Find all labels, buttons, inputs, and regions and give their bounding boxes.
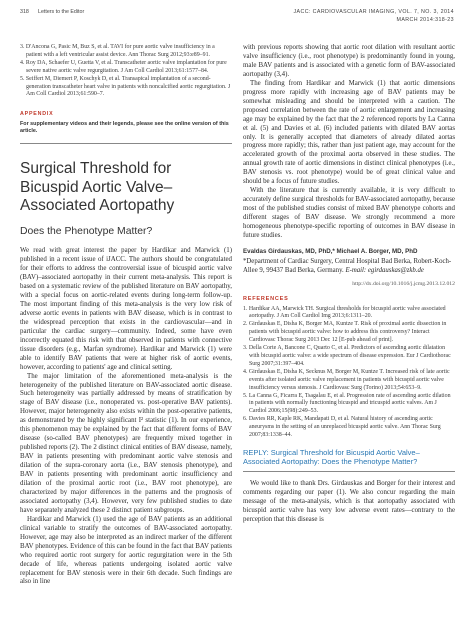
left-column <box>20 44 232 587</box>
email-link[interactable]: egirdauskas@zkb.de <box>367 266 424 274</box>
reference-item: 1. Hardikar AA, Marwick TH. Surgical thresholds for bicuspid aortic valve associated aortopathy. J Am Coll Cardiol Img 2013;6:1311–20. <box>243 305 446 320</box>
body-paragraph: Hardikar and Marwick (1) used the age of BAV patients as an additional clinical variable to stratify the outcomes of BAV-associated aortopathy. However, age may also be interpreted as an indirect marker of the different BAV phenotypes. Evidence of this can be found in the fact that BAV patients who required aortic root surgery for aortic regurgitation were in the 5th decade of life, whereas patients undergoing isolated aortic valve replacement for BAV stenosis were in their 6th decade. Such findings are also in line <box>20 515 232 586</box>
body-paragraph: with previous reports showing that aortic root dilation with resultant aortic valve insufficiency (i.e., root phenotype) is predominantly found in young, male BAV patients and is associated with a genetic form of BAV-associated aortopathy (3,4). <box>243 44 455 78</box>
reference-item: 2. Girdauskas E, Disha K, Borger MA, Kuntze T. Risk of proximal aortic dissection in patients with bicuspid aortic valve: how to address this controversy? Interact Cardiovasc Thorac Surg 2013 Dec 12 [E-pub ahead of print]. <box>243 321 447 344</box>
running-header <box>20 9 454 31</box>
reference-item: 3. Della Corte A, Bancone C, Quarto C, et al. Predictors of ascending aortic dilatation with bicuspid aortic valve: a wide spectrum of disease expression. Eur J Cardiothorac Surg 2007;31:397–404. <box>243 345 451 367</box>
reply-heading: REPLY: Surgical Threshold for Bicuspid Aortic Valve–Associated Aortopathy: Does the Phenotype Matter? <box>243 447 420 467</box>
issue-date: MARCH 2014:318-23 <box>396 17 454 23</box>
right-column <box>243 44 455 532</box>
article-title: Surgical Threshold for Bicuspid Aortic Valve–Associated Aortopathy <box>20 160 175 215</box>
reference-item: 5. La Canna G, Ficarra E, Tsagalau E, et al. Progression rate of ascending aortic dilation in patients with normally functioning bicuspid and tricuspid aortic valves. Am J Cardiol 2006;15(98):249–53. <box>243 392 451 415</box>
appendix-heading: APPENDIX <box>20 111 54 118</box>
page-number: 318 <box>20 9 29 15</box>
section-divider <box>243 471 455 472</box>
body-paragraph: The major limitation of the aforementioned meta-analysis is the heterogeneity of the published literature on BAV-associated aortic disease. Such heterogeneity was partially addressed by means of stratification by stage of BAV disease (i.e., nonoperated vs. post-operative BAV patients). However, major heterogeneity also exists within the post-operative patients, as demonstrated by the highly significant I² statistic (1). In our experience, this phenomenon may be explained by the fact that different forms of BAV disease (so-called BAV phenotypes) are frequently mixed together in published reports (2). The 2 distinct clinical entities of BAV disease, namely, BAV in patients presenting with predominant aortic valve stenosis and dilation of the supra-coronary aorta (i.e., BAV stenosis phenotype), and BAV in patients presenting with predominant aortic insufficiency and dilation of the proximal aortic root (i.e., BAV root phenotype), are characterized by major differences in the patterns and the prognosis of associated aortopathy (3,4). However, very few published studies to date have separately analyzed these 2 distinct patient subgroups. <box>20 372 232 514</box>
previous-references <box>20 44 232 99</box>
doi-link[interactable]: http://dx.doi.org/10.1016/j.jcmg.2013.12.012 <box>352 280 455 287</box>
reply-paragraph: We would like to thank Drs. Girdauskas and Borger for their interest and comments regarding our paper (1). We also concur regarding the main message of the meta-analysis, which is that aortopathy associated with bicuspid aortic valve has very low adverse event rates—contrary to the perception that this disease is <box>243 480 455 524</box>
reference-item: 4. Girdauskas E, Disha K, Secknus M, Borger M, Kuntze T. Increased risk of late aortic events after isolated aortic valve replacement in patients with bicuspid aortic valve insufficiency versus stenosis. J Cardiovasc Surg (Torino) 2013;54:653–9. <box>243 368 450 391</box>
section-divider <box>20 143 232 144</box>
section-name: Letters to the Editor <box>38 9 85 15</box>
body-paragraph: We read with great interest the paper by Hardikar and Marwick (1) published in a recent issue of iJACC. The authors should be congratulated for their efforts to address the controversial issue of bicuspid aortic valve (BAV)–associated aortopathy in their current meta-analysis. This report is based on a systematic review of the published literature on BAV aortopathy, with a special focus on aortic-related events during long-term follow-up. The most important finding of this meta-analysis is the very low risk of adverse aortic events in patients with BAV disease, which is in contrast to the widespread perception that exists in the cardiovascular—and in particular the cardiac surgery—community. Indeed, some have even incorrectly equated this risk with that observed in patients with connective tissue disorders (e.g., Marfan syndrome). Hardikar and Marwick (1) were able to identify BAV patients that were at higher risk of aortic events, however, according to patients' age and clinical setting. <box>20 247 232 371</box>
reference-item: 6. Davies RR, Kaple RK, Mandapati D, et al. Natural history of ascending aortic aneurysms in the setting of an unreplaced bicuspid aortic valve. Ann Thorac Surg 2007;83:1338–44. <box>243 416 441 439</box>
article-subtitle: Does the Phenotype Matter? <box>20 226 153 238</box>
appendix-text: For supplementary videos and their legends, please see the online version of this article. <box>20 121 229 135</box>
references-heading: REFERENCES <box>243 295 289 302</box>
reference-item: 5. Seiffert M, Diemert P, Koschyk D, et al. Transapical implantation of a second-generation transcatheter heart valve in patients with noncalcified aortic regurgitation. J Am Coll Cardiol 2013;61:590–7. <box>20 75 231 98</box>
email-label: E-mail: <box>345 266 367 274</box>
affiliation-text: *Department of Cardiac Surgery, Central Hospital Bad Berka, Robert-Koch-Allee 9, 99437 Bad Berka, Germany. <box>243 257 452 274</box>
journal-citation: JACC: CARDIOVASCULAR IMAGING, VOL. 7, NO. 3, 2014 <box>293 9 454 15</box>
reference-item: 3. D'Ancona G, Pasic M, Buz S, et al. TAVI for pure aortic valve insufficiency in a patient with a left ventricular assist device. Ann Thorac Surg 2012;93:e89–91. <box>20 44 215 58</box>
author-line: Evaldas Girdauskas, MD, PhD,* Michael A. Borger, MD, PhD <box>243 247 418 255</box>
body-paragraph: With the literature that is currently available, it is very difficult to accurately define surgical thresholds for BAV-associated aortopathy, because most of the published studies consist of mixed BAV phenotype cohorts and different stages of BAV disease. We strongly recommend a more homogeneous phenotype-specific reporting of outcomes in BAV disease in future studies. <box>243 187 455 240</box>
references-list <box>243 306 455 440</box>
reference-item: 4. Roy DA, Schaefer U, Guetta V, et al. Transcatheter aortic valve implantation for pure severe native aortic valve regurgitation. J Am Coll Cardiol 2013;61:1577–84. <box>20 59 227 74</box>
author-affiliation <box>243 258 455 276</box>
body-paragraph: The finding from Hardikar and Marwick (1) that aortic dimensions progress more rapidly with increasing age of BAV patients may be somewhat misleading and should be interpreted with a caution. The proposed correlation between the rate of aortic enlargement and increasing age may be explained by the fact that the 2 referenced reports by La Canna et al. (5) and Davies et al. (6) included patients with dilated BAV aortas only. It is generally accepted that diameters of already dilated aortas progress more rapidly; this, rather than just patient age, may account for the accelerated growth of the proximal aorta observed in these studies. The annual growth rate of aortic dimensions in distinct clinical phenotypes (i.e., BAV stenosis vs. root phenotype) would be of great clinical value and should be a focus of future studies. <box>243 79 455 186</box>
